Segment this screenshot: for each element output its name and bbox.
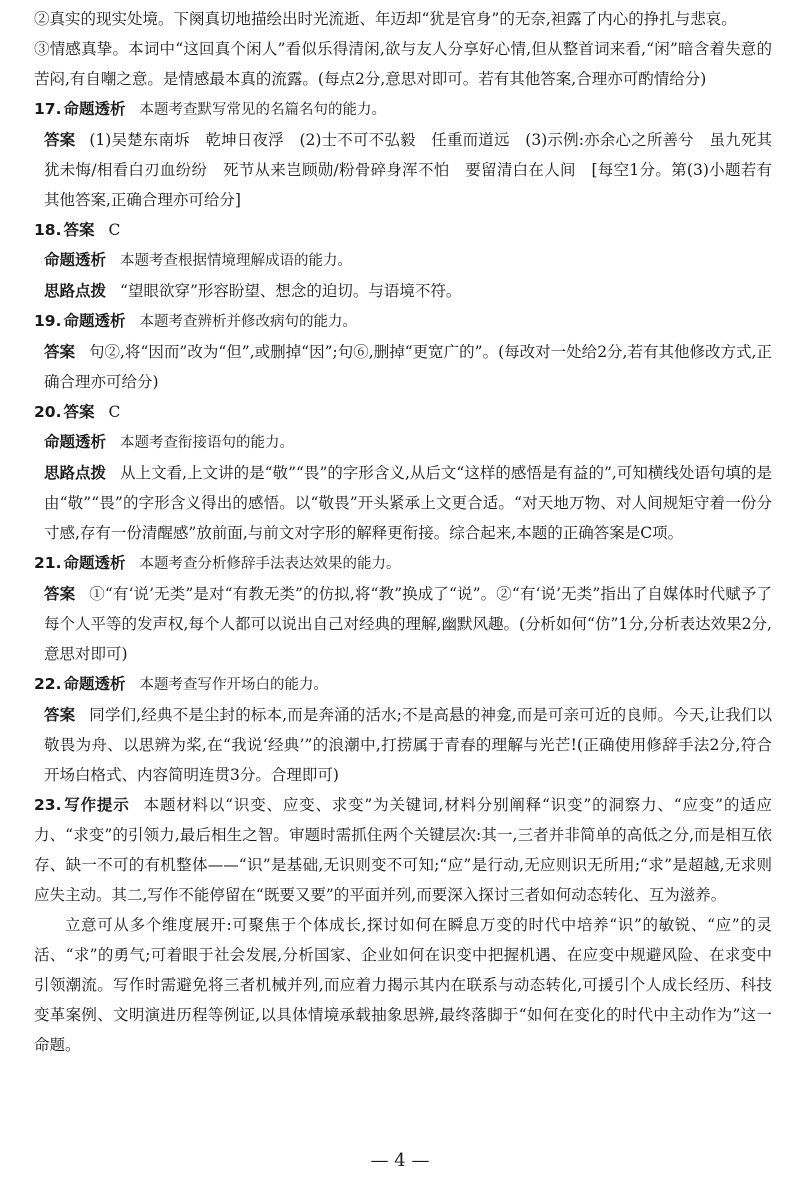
q17-number: 17. [34, 100, 62, 118]
q22-analysis-row [34, 669, 772, 700]
prev-point-3: ③情感真挚。本词中“这回真个闲人”看似乐得清闲,欲与友人分享好心情,但从整首词来看,“闲”暗含着失意的苦闷,有自嘲之意。是情感最本真的流露。(每点2分,意思对即可。若有其他答案,合理亦可酌情给分) [34, 40, 772, 88]
q23-tip-text: 本题材料以“识变、应变、求变”为关键词,材料分别阐释“识变”的洞察力、“应变”的适应力、“求变”的引领力,最后相生之智。审题时需抓住两个关键层次:其一,三者并非简单的高低之分,而是相互依存、缺一不可的有机整体——“识”是基础,无识则变不可知;“应”是行动,无应则识无所用;“求”是超越,无求则应失主动。其二,写作不能停留在“既要又要”的平面并列,而要深入探讨三者如何动态转化、互为滋养。 [34, 796, 772, 904]
q23-tip-label: 写作提示 [63, 796, 130, 814]
prev-point-2: ②真实的现实处境。下阕真切地描绘出时光流逝、年迈却“犹是官身”的无奈,袒露了内心的挣扎与悲哀。 [34, 10, 737, 28]
page-number: — 4 — [370, 1150, 430, 1171]
q22-analysis-label: 命题透析 [63, 675, 126, 693]
q22-answer-text: 同学们,经典不是尘封的标本,而是奔涌的活水;不是高悬的神龛,而是可亲可近的良师。今天,让我们以敬畏为舟、以思辨为桨,在“我说‘经典’”的浪潮中,打捞属于青春的理解与光芒!(正确使用修辞手法2分,符合开场白格式、内容简明连贯3分。合理即可) [44, 706, 772, 784]
q18-analysis [34, 245, 772, 276]
q18-hint-label: 思路点拨 [44, 282, 107, 300]
q18-answer-text: C [108, 221, 121, 239]
q18-answer-label: 答案 [63, 221, 95, 239]
q21-number: 21. [34, 554, 62, 572]
q21-analysis-label: 命题透析 [63, 554, 126, 572]
q19-number: 19. [34, 312, 62, 330]
q19-answer-text: 句②,将“因而”改为“但”,或删掉“因”;句⑥,删掉“更宽广的”。(每改对一处给2分,若有其他修改方式,正确合理亦可给分) [44, 343, 772, 391]
q17-answer [34, 125, 772, 215]
q18-analysis-label: 命题透析 [44, 251, 107, 269]
q17-answer-text: (1)吴楚东南坼 乾坤日夜浮 (2)士不可不弘毅 任重而道远 (3)示例:亦余心之所善兮 虽九死其犹未悔/相看白刃血纷纷 死节从来岂顾勋/粉骨碎身浑不怕 要留清白在人间 [每空1分。第(3)小题若有其他答案,正确合理亦可给分] [44, 131, 772, 209]
q21-answer-text: ①“有‘说’无类”是对“有教无类”的仿拟,将“教”换成了“说”。②“有‘说’无类”指出了自媒体时代赋予了每个人平等的发声权,每个人都可以说出自己对经典的理解,幽默风趣。(分析如何“仿”1分,分析表达效果2分,意思对即可) [44, 585, 772, 663]
q22-answer-label: 答案 [44, 706, 76, 724]
q20-analysis [34, 427, 772, 458]
q21-analysis-text: 本题考查分析修辞手法表达效果的能力。 [139, 556, 401, 572]
q20-hint-label: 思路点拨 [44, 464, 107, 482]
q22-answer [34, 700, 772, 790]
q17-answer-label: 答案 [44, 131, 76, 149]
q21-answer [34, 579, 772, 669]
q23-number: 23. [34, 796, 62, 814]
q20-answer-text: C [108, 403, 121, 421]
q23-paragraph-2: 立意可从多个维度展开:可聚焦于个体成长,探讨如何在瞬息万变的时代中培养“识”的敏锐、“应”的灵活、“求”的勇气;可着眼于社会发展,分析国家、企业如何在识变中把握机遇、在应变中规避风险、在求变中引领潮流。写作时需避免将三者机械并列,而应着力揭示其内在联系与动态转化,可援引个人成长经历、科技变革案例、文明演进历程等例证,以具体情境承载抽象思辨,最终落脚于“如何在变化的时代中主动作为”这一命题。 [34, 916, 772, 1054]
q17-analysis-row [34, 94, 772, 125]
q22-analysis-text: 本题考查写作开场白的能力。 [139, 677, 328, 693]
q18-hint-text: “望眼欲穿”形容盼望、想念的迫切。与语境不符。 [120, 282, 462, 300]
q20-analysis-text: 本题考查衔接语句的能力。 [120, 435, 295, 451]
q20-hint-text: 从上文看,上文讲的是“敬”“畏”的字形含义,从后文“这样的感悟是有益的”,可知横线处语句填的是由“敬”“畏”的字形含义得出的感悟。以“敬畏”开头紧承上文更合适。“对天地万物、对人间规矩守着一份分寸感,存有一份清醒感”放前面,与前文对字形的解释更衔接。综合起来,本题的正确答案是C项。 [44, 464, 772, 542]
q18-answer-row [34, 215, 772, 245]
q20-hint [34, 458, 772, 548]
q20-answer-row [34, 397, 772, 427]
q18-number: 18. [34, 221, 62, 239]
q19-analysis-row [34, 306, 772, 337]
q20-analysis-label: 命题透析 [44, 433, 107, 451]
q20-answer-label: 答案 [63, 403, 95, 421]
q18-analysis-text: 本题考查根据情境理解成语的能力。 [120, 253, 353, 269]
q19-answer-label: 答案 [44, 343, 76, 361]
q19-analysis-text: 本题考查辨析并修改病句的能力。 [139, 314, 357, 330]
q17-analysis-label: 命题透析 [63, 100, 126, 118]
q21-answer-label: 答案 [44, 585, 76, 603]
q19-answer [34, 337, 772, 397]
q20-number: 20. [34, 403, 62, 421]
q21-analysis-row [34, 548, 772, 579]
q23-writing-tip [34, 790, 772, 910]
q22-number: 22. [34, 675, 62, 693]
q18-hint [34, 276, 772, 306]
q17-analysis-text: 本题考查默写常见的名篇名句的能力。 [139, 102, 386, 118]
q19-analysis-label: 命题透析 [63, 312, 126, 330]
